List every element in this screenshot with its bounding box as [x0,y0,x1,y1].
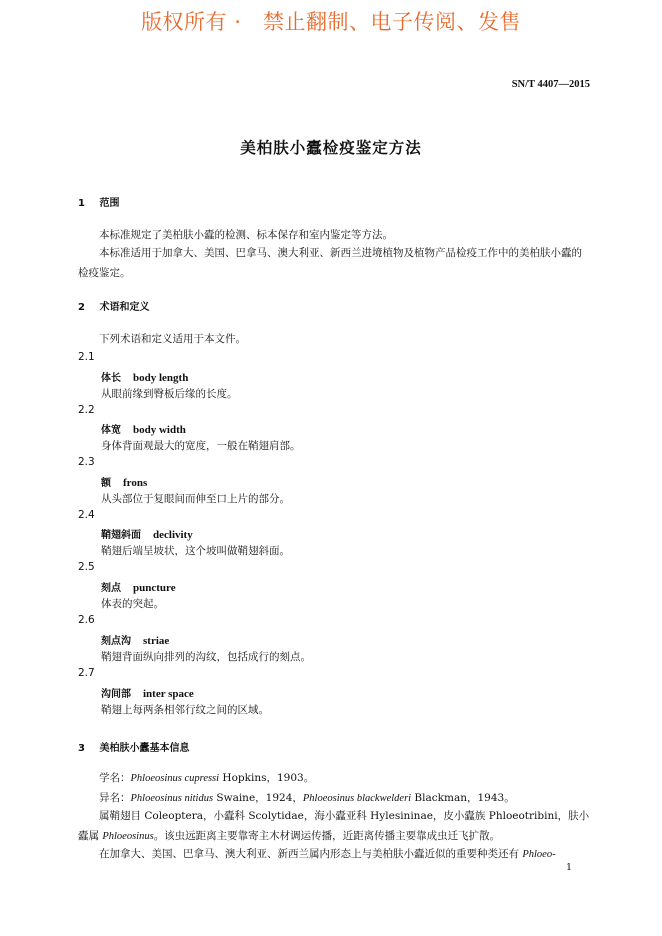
authority: Hopkins，1903。 [219,772,315,784]
standard-number: SN/T 4407—2015 [511,79,590,90]
term-number: 2.6 [78,614,95,626]
term-heading [101,685,194,700]
term-heading [101,421,186,436]
term-number: 2.4 [78,509,95,521]
term-number: 2.2 [78,404,95,416]
term-zh: 体宽 [101,425,121,436]
section-title: 美柏肤小蠹基本信息 [99,743,190,754]
authority: Blackman，1943。 [411,792,515,804]
genus-name: Phloeosinus [102,831,154,842]
term-definition: 身体背面观最大的宽度，一般在鞘翅肩部。 [101,440,301,452]
related-text: 在加拿大、美国、巴拿马、澳大利亚、新西兰属内形态上与美柏肤小蠹近似的重要种类还有 [99,848,523,860]
term-en: declivity [153,529,193,541]
term-number: 2.3 [78,456,95,468]
term-number: 2.5 [78,561,95,573]
watermark-banner: 版权所有 · 禁止翻制、电子传阅、发售 [141,10,521,34]
scope-paragraph-1: 本标准规定了美柏肤小蠹的检测、标本保存和室内鉴定等方法。 [99,229,393,241]
classification-paragraph [78,806,592,847]
term-zh: 刻点 [101,583,121,594]
term-en: body width [133,424,186,436]
section-title: 范围 [99,198,120,209]
term-definition: 鞘翅后端呈坡状，这个坡叫做鞘翅斜面。 [101,545,290,557]
terms-intro: 下列术语和定义适用于本文件。 [99,333,246,345]
term-number: 2.7 [78,667,95,679]
section-title: 术语和定义 [99,302,150,313]
scope-paragraph-2: 本标准适用于加拿大、美国、巴拿马、澳大利亚、新西兰进境植物及植物产品检疫工作中的美柏肤小蠹的检疫鉴定。 [78,247,582,279]
classification-text: 属鞘翅目 Coleoptera，小蠹科 Scolytidae，海小蠹亚科 Hylesininae，皮小蠹族 Phloeotribini，肤小蠹属 [78,810,590,842]
section-1-heading [78,194,119,209]
document-title: 美柏肤小蠹检疫鉴定方法 [240,139,422,157]
term-definition: 从眼前缘到臀板后缘的长度。 [101,388,238,400]
section-number: 1 [78,198,85,209]
term-definition: 从头部位于复眼间而伸至口上片的部分。 [101,493,290,505]
term-en: inter space [143,688,194,700]
dispersal-text: 。该虫远距离主要靠寄主木材调运传播，近距离传播主要靠成虫迁飞扩散。 [153,830,501,842]
term-en: body length [133,372,189,384]
synonym-name: Phloeosinus blackwelderi [302,793,412,804]
section-3-heading [78,739,189,754]
term-heading [101,369,188,384]
term-zh: 沟间部 [101,689,131,700]
related-species-line [78,844,592,865]
term-zh: 体长 [101,373,121,384]
species-name: Phloeosinus cupressi [130,773,220,784]
term-zh: 刻点沟 [101,636,131,647]
term-definition: 鞘翅背面纵向排列的沟纹，包括成行的刻点。 [101,651,311,663]
term-number: 2.1 [78,351,95,363]
term-definition: 鞘翅上每两条相邻行纹之间的区域。 [101,704,269,716]
section-number: 2 [78,302,85,313]
page-number: 1 [565,862,572,873]
term-en: striae [143,635,170,647]
authority: Swaine，1924， [213,792,303,804]
term-heading [101,474,147,489]
section-2-heading [78,298,149,313]
synonym-name: Phloeosinus nitidus [130,793,214,804]
term-definition: 体表的突起。 [101,598,164,610]
term-heading [101,526,193,541]
term-heading [101,579,176,594]
term-en: puncture [133,582,176,594]
genus-name: Phloeo- [522,849,556,860]
term-en: frons [123,477,148,489]
term-zh: 鞘翅斜面 [101,530,141,541]
label: 异名： [99,792,131,804]
scientific-name-line [78,768,592,789]
term-zh: 额 [101,478,111,489]
term-heading [101,632,169,647]
section-number: 3 [78,743,85,754]
label: 学名： [99,772,131,784]
